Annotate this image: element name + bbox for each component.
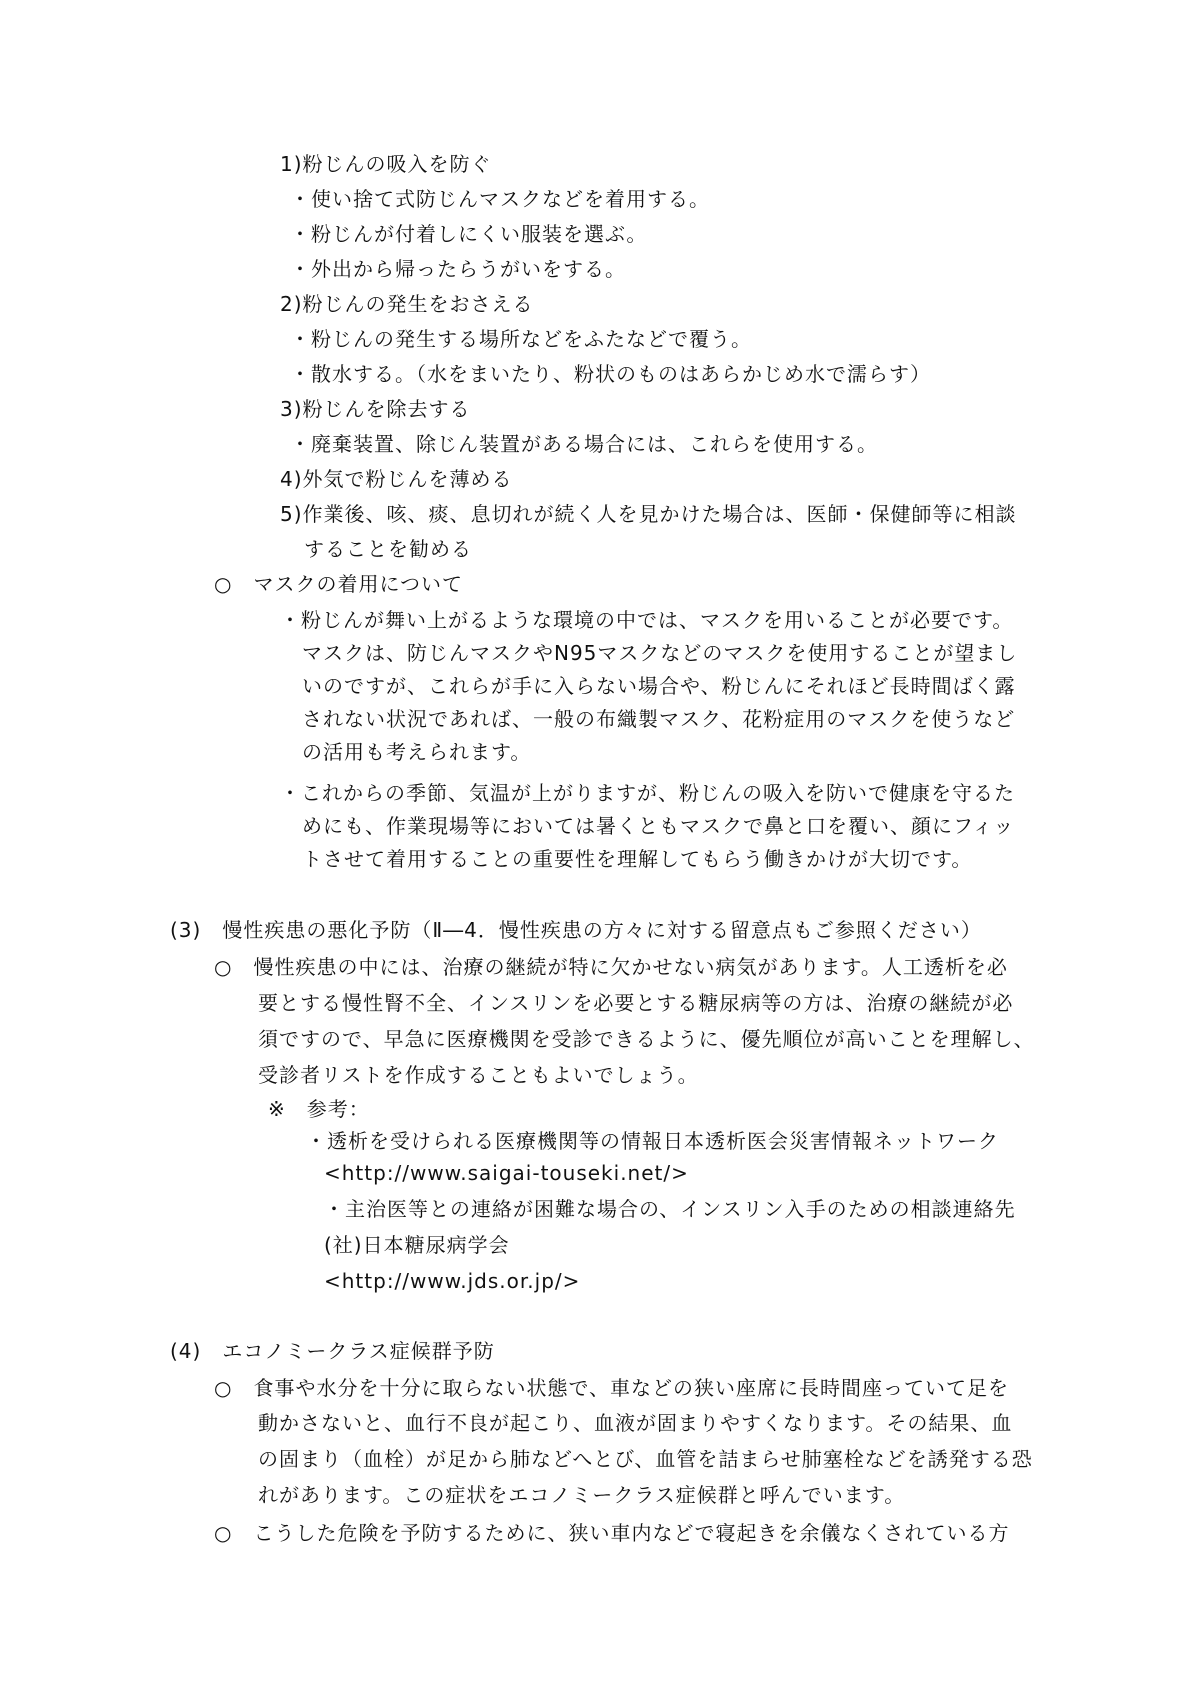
section-heading: (3) 慢性疾患の悪化予防（Ⅱ―4．慢性疾患の方々に対する留意点もご参照ください） (170, 918, 982, 942)
text-line: マスクは、防じんマスクやN95マスクなどのマスクを使用することが望まし (302, 641, 1018, 665)
text-line: の固まり（血栓）が足から肺などへとび、血管を詰まらせ肺塞栓などを誘発する恐 (258, 1447, 1033, 1471)
text-line: ・これからの季節、気温が上がりますが、粉じんの吸入を防いで健康を守るた (280, 781, 1015, 805)
text-line: 須ですので、早急に医療機関を受診できるように、優先順位が高いことを理解し、 (258, 1027, 1035, 1051)
text-line: いのですが、これらが手に入らない場合や、粉じんにそれほど長時間ばく露 (302, 674, 1016, 698)
text-line: ○ 食事や水分を十分に取らない状態で、車などの狭い座席に長時間座っていて足を (214, 1376, 1010, 1400)
text-line: ※ 参考： (268, 1097, 370, 1121)
text-line: 1)粉じんの吸入を防ぐ (280, 152, 492, 176)
text-line: ・透析を受けられる医療機関等の情報日本透析医会災害情報ネットワーク (306, 1129, 999, 1153)
text-line: ・散水する。（水をまいたり、粉状のものはあらかじめ水で濡らす） (290, 362, 931, 386)
text-line: 3)粉じんを除去する (280, 397, 471, 421)
text-line: 4)外気で粉じんを薄める (280, 467, 513, 491)
text-line: ○ 慢性疾患の中には、治療の継続が特に欠かせない病気があります。人工透析を必 (214, 955, 1008, 979)
text-line: (社)日本糖尿病学会 (324, 1233, 510, 1257)
text-line: ・主治医等との連絡が困難な場合の、インスリン入手のための相談連絡先 (324, 1197, 1016, 1221)
text-line: ・粉じんの発生する場所などをふたなどで覆う。 (290, 327, 752, 351)
url-text: <http://www.jds.or.jp/> (324, 1269, 581, 1293)
text-line: 受診者リストを作成することもよいでしょう。 (258, 1063, 699, 1087)
text-line: されない状況であれば、一般の布織製マスク、花粉症用のマスクを使うなど (302, 707, 1016, 731)
text-line: ・廃棄装置、除じん装置がある場合には、これらを使用する。 (290, 432, 878, 456)
text-line: ・粉じんが付着しにくい服装を選ぶ。 (290, 222, 648, 246)
text-line: ○ マスクの着用について (214, 572, 464, 596)
text-line: ・粉じんが舞い上がるような環境の中では、マスクを用いることが必要です。 (280, 608, 1014, 632)
url-text: <http://www.saigai-touseki.net/> (324, 1161, 689, 1185)
text-line: の活用も考えられます。 (302, 740, 532, 764)
text-line: めにも、作業現場等においては暑くともマスクで鼻と口を覆い、顔にフィッ (302, 814, 1015, 838)
text-line: れがあります。この症状をエコノミークラス症候群と呼んでいます。 (258, 1483, 906, 1507)
text-line: ○ こうした危険を予防するために、狭い車内などで寝起きを余儀なくされている方 (214, 1521, 1010, 1545)
text-line: 要とする慢性腎不全、インスリンを必要とする糖尿病等の方は、治療の継続が必 (258, 991, 1014, 1015)
section-heading: (4) エコノミークラス症候群予防 (170, 1339, 495, 1363)
text-line: することを勧める (304, 537, 472, 561)
text-line: ・外出から帰ったらうがいをする。 (290, 257, 626, 281)
text-line: トさせて着用することの重要性を理解してもらう働きかけが大切です。 (302, 847, 973, 871)
text-line: 動かさないと、血行不良が起こり、血液が固まりやすくなります。その結果、血 (258, 1411, 1013, 1435)
text-line: 2)粉じんの発生をおさえる (280, 292, 534, 316)
text-line: 5)作業後、咳、痰、息切れが続く人を見かけた場合は、医師・保健師等に相談 (280, 502, 1017, 526)
text-line: ・使い捨て式防じんマスクなどを着用する。 (290, 187, 710, 211)
